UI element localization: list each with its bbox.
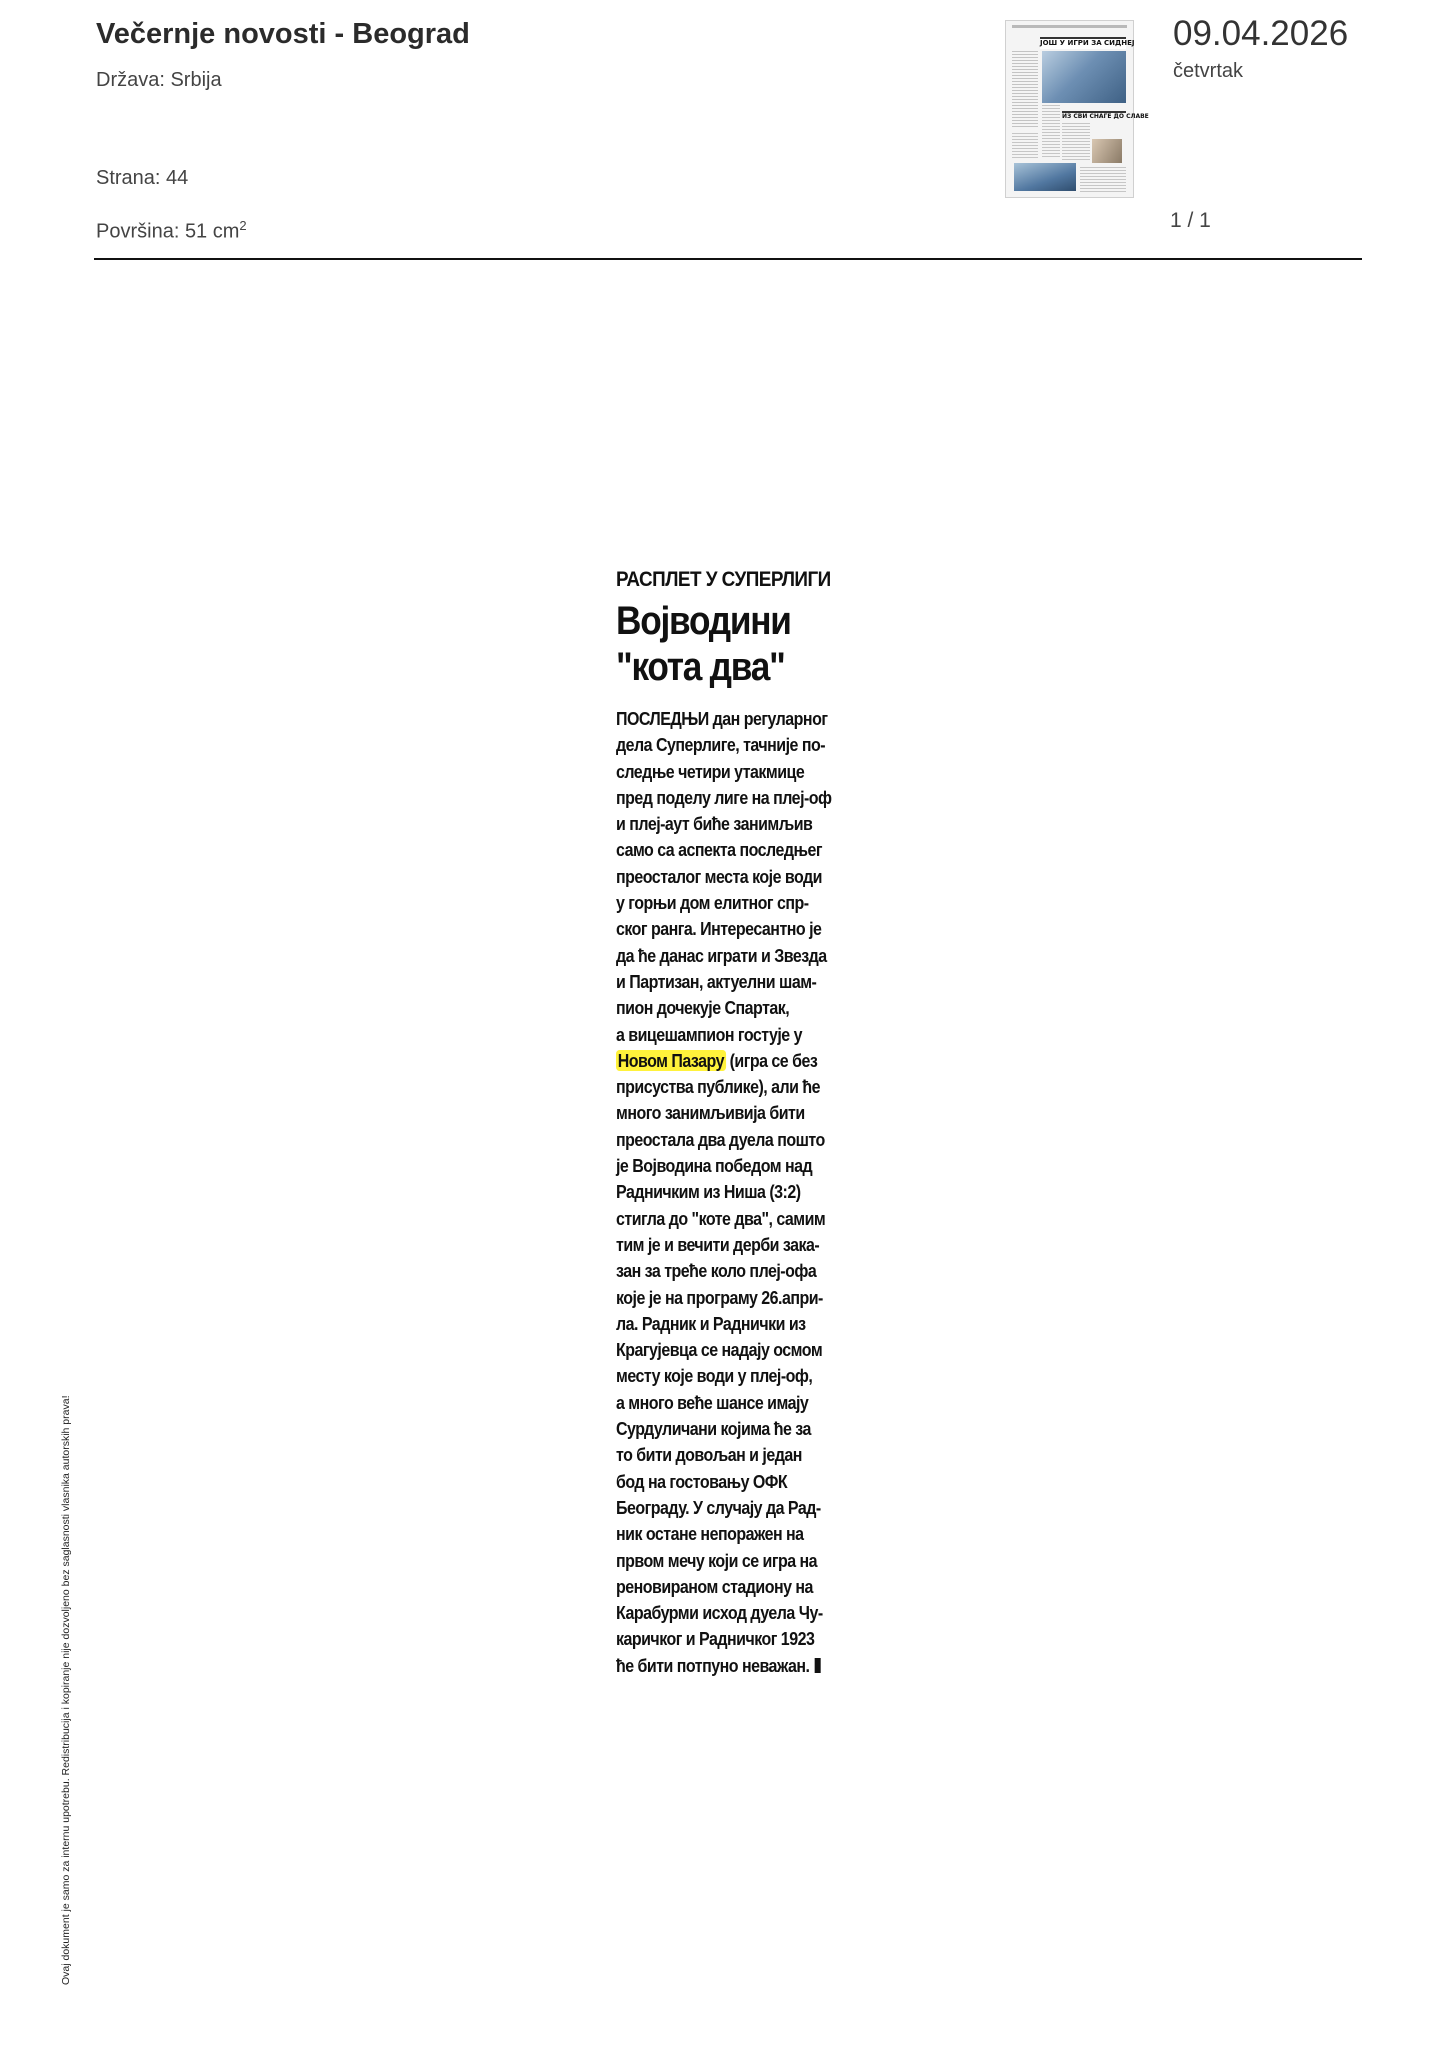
page-count: 1 / 1 [1170, 209, 1211, 232]
thumb-photo [1042, 51, 1126, 103]
body-line: тим је и вечити дерби зака- [616, 1233, 820, 1255]
thumb-text-block [1012, 133, 1038, 159]
page-value: 44 [166, 167, 189, 189]
body-line: преостала два дуела пошто [616, 1128, 825, 1150]
body-line-rest: (игра се без [725, 1049, 818, 1071]
body-line: каричког и Радничког 1923 [616, 1628, 815, 1650]
body-line: дела Суперлиге, тачније по- [616, 734, 826, 756]
thumb-photo [1014, 163, 1076, 191]
body-line: и Партизан, актуелни шам- [616, 970, 817, 992]
thumb-subheadline: ИЗ СВИ СНАГЕ ДО СЛАВЕ [1062, 113, 1149, 120]
page-row [96, 167, 188, 190]
thumb-text-column [1012, 51, 1038, 129]
area-unit-exponent: 2 [239, 218, 247, 233]
headline-line: Војводини [616, 599, 791, 643]
body-line: бод на гостовању ОФК [616, 1470, 788, 1492]
body-line: Радничким из Ниша (3:2) [616, 1181, 801, 1203]
country-label: Država: [96, 69, 165, 91]
page-label: Strana: [96, 167, 161, 189]
body-line: Крагујевца се надају осмом [616, 1339, 823, 1361]
body-line-last [616, 1653, 810, 1679]
body-line: зан за треће коло плеј-офа [616, 1260, 817, 1282]
body-line: ског ранга. Интересантно је [616, 918, 822, 940]
body-line: ник остане непоражен на [616, 1523, 804, 1545]
country-value: Srbija [170, 69, 222, 91]
issue-weekday: četvrtak [1173, 60, 1244, 82]
area-value: 51 cm [184, 220, 240, 243]
body-line: само са аспекта последњег [616, 839, 822, 861]
body-line: месту које води у плеј-оф, [616, 1365, 813, 1387]
body-line: стигла до "коте два", самим [616, 1207, 826, 1229]
body-line: да ће данас играти и Звезда [616, 944, 827, 966]
body-line: које је на програму 26.апри- [616, 1286, 823, 1308]
body-line: у горњи дом елитног спр- [616, 892, 809, 914]
body-line: ла. Радник и Раднички из [616, 1312, 806, 1334]
headline-line: "кота два" [616, 645, 785, 689]
body-line: ПОСЛЕДЊИ дан регуларног [616, 708, 828, 729]
country-row [96, 69, 222, 92]
thumb-masthead [1012, 25, 1127, 28]
body-line: реновираном стадиону на [616, 1575, 813, 1597]
thumb-photo [1092, 139, 1122, 163]
article-clipping [616, 568, 838, 1679]
header-divider [94, 258, 1362, 260]
last-line-text: ће бити потпуно неважан. [616, 1654, 810, 1676]
body-line: је Војводина победом над [616, 1155, 813, 1177]
body-line-highlighted [616, 1048, 818, 1074]
thumb-headline: ЈОШ У ИГРИ ЗА СИДНЕЈ [1040, 39, 1135, 47]
article-kicker: РАСПЛЕТ У СУПЕРЛИГИ [616, 568, 831, 591]
area-row [96, 218, 247, 244]
article-body [616, 706, 838, 1679]
article-headline [616, 598, 811, 690]
body-line: присуства публике), али ће [616, 1076, 821, 1098]
thumb-text-block [1062, 123, 1090, 161]
page-thumbnail[interactable] [1005, 20, 1149, 198]
body-line: пред поделу лиге на плеј-оф [616, 786, 832, 808]
body-line: то бити довољан и један [616, 1444, 802, 1466]
issue-date: 09.04.2026 [1173, 14, 1349, 53]
body-line: пион дочекује Спартак, [616, 997, 790, 1019]
body-line: а много веће шансе имају [616, 1391, 809, 1413]
end-of-article-mark [815, 1658, 821, 1673]
body-line: Карабурми исход дуела Чу- [616, 1602, 823, 1624]
copyright-notice: Ovaj dokument je samo za internu upotrebu. Redistribucija i kopiranje nije dozvoljeno bez saglasnosti vlasnika autorskih prava! [60, 1395, 72, 1985]
body-line: Сурдуличани којима ће за [616, 1418, 811, 1440]
body-line: преосталог места које води [616, 865, 822, 887]
area-label: Površina: [96, 220, 180, 243]
body-line: Београду. У случају да Рад- [616, 1496, 821, 1518]
body-line: следње четири утакмице [616, 760, 805, 782]
highlighted-keyword: Новом Пазару [617, 1049, 724, 1071]
thumb-text-block [1042, 105, 1060, 157]
body-line: много занимљивија бити [616, 1102, 805, 1124]
body-line: и плеј-аут биће занимљив [616, 813, 813, 835]
thumb-text-block [1080, 167, 1126, 193]
body-line: првом мечу који се игра на [616, 1549, 818, 1571]
publication-title: Večernje novosti - Beograd [96, 18, 470, 50]
body-line: а вицешампион гостује у [616, 1023, 802, 1045]
